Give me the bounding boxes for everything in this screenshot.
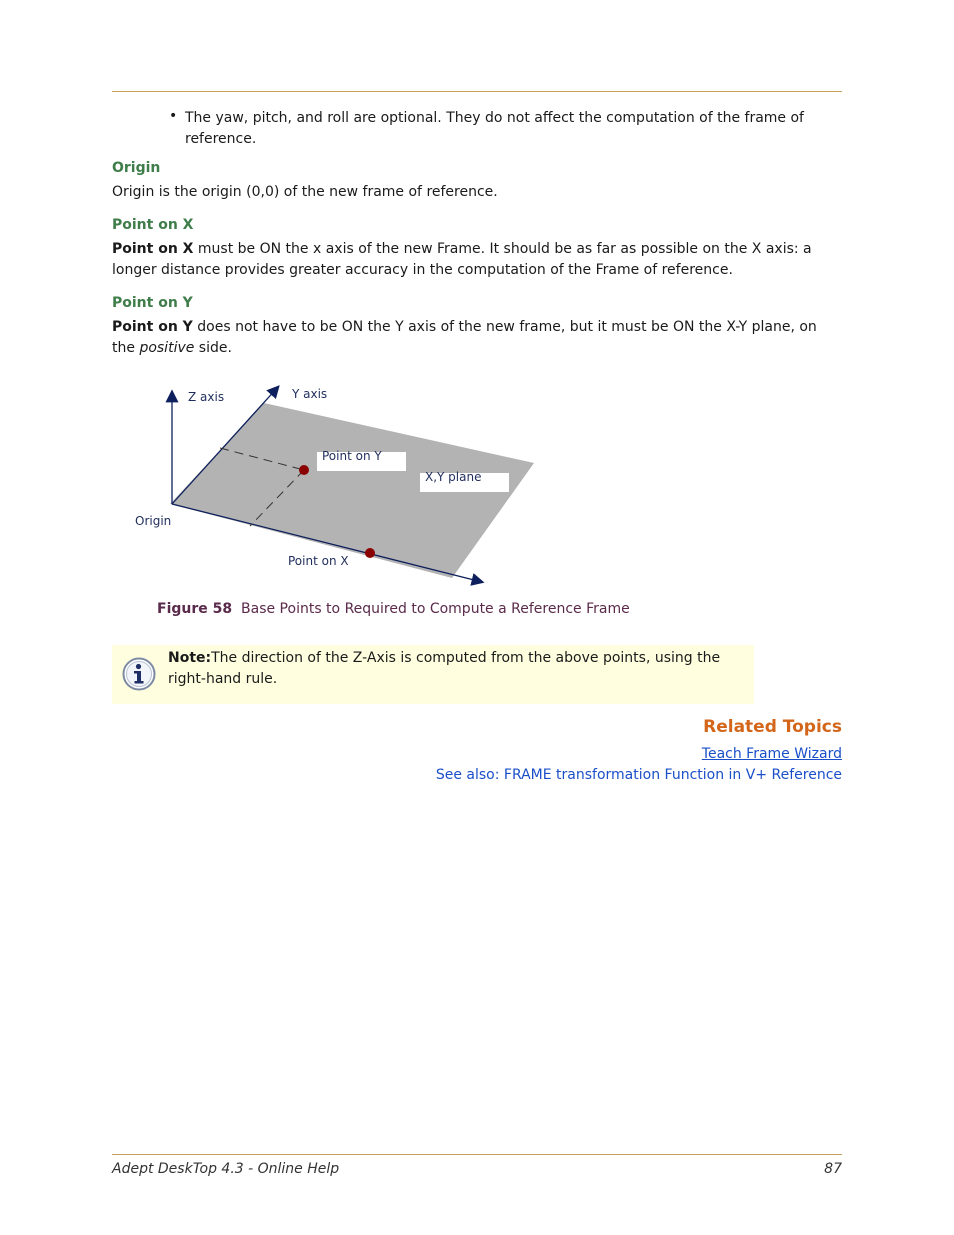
bullet-text: The yaw, pitch, and roll are optional. They do not affect the computation of the frame of reference. — [185, 110, 804, 147]
origin-heading: Origin — [112, 160, 161, 176]
figure-number: Figure 58 — [157, 601, 233, 617]
teach-frame-wizard-link[interactable]: Teach Frame Wizard — [701, 746, 842, 762]
figure-caption-text: Base Points to Required to Compute a Reference Frame — [241, 601, 630, 617]
footer-title: Adept DeskTop 4.3 - Online Help — [112, 1161, 340, 1177]
note-label: Note: — [168, 650, 212, 666]
origin-body: Origin is the origin (0,0) of the new frame of reference. — [112, 184, 498, 200]
point-on-y-marker — [299, 465, 309, 475]
reference-frame-figure — [112, 378, 552, 588]
point-on-x-bold: Point on X — [112, 241, 194, 257]
point-on-y-body — [112, 317, 842, 359]
info-icon — [122, 657, 156, 691]
point-on-y-text-a: does not have to be ON the Y axis of the new frame, but it must be ON the X-Y plane, on the — [112, 319, 817, 356]
bullet-marker: • — [169, 108, 178, 124]
z-axis-label: Z axis — [188, 390, 225, 404]
note-box — [112, 645, 754, 704]
point-on-y-bold: Point on Y — [112, 319, 193, 335]
point-on-y-text-b: side. — [194, 340, 232, 356]
related-topics-heading: Related Topics — [703, 717, 842, 737]
point-on-x-body — [112, 239, 842, 281]
top-rule — [112, 91, 842, 92]
page-number: 87 — [824, 1161, 842, 1177]
bottom-rule — [112, 1154, 842, 1155]
figure-caption — [157, 601, 630, 617]
note-body: The direction of the Z-Axis is computed from the above points, using the right-hand rule. — [168, 650, 721, 687]
origin-label: Origin — [135, 514, 172, 528]
xy-plane-label: X,Y plane — [425, 470, 482, 484]
y-axis-label: Y axis — [292, 387, 328, 401]
point-on-x-heading: Point on X — [112, 217, 194, 233]
point-on-y-heading: Point on Y — [112, 295, 193, 311]
point-on-y-label: Point on Y — [322, 449, 382, 463]
note-text — [168, 648, 743, 690]
frame-function-reference-link[interactable]: See also: FRAME transformation Function in V+ Reference — [435, 767, 842, 783]
point-on-x-label: Point on X — [288, 554, 349, 568]
point-on-x-text: must be ON the x axis of the new Frame. It should be as far as possible on the X axis: a longer distance provides greater accuracy in the computation of the Frame of reference. — [112, 241, 812, 278]
point-on-y-italic: positive — [139, 340, 195, 356]
point-on-x-marker — [365, 548, 375, 558]
